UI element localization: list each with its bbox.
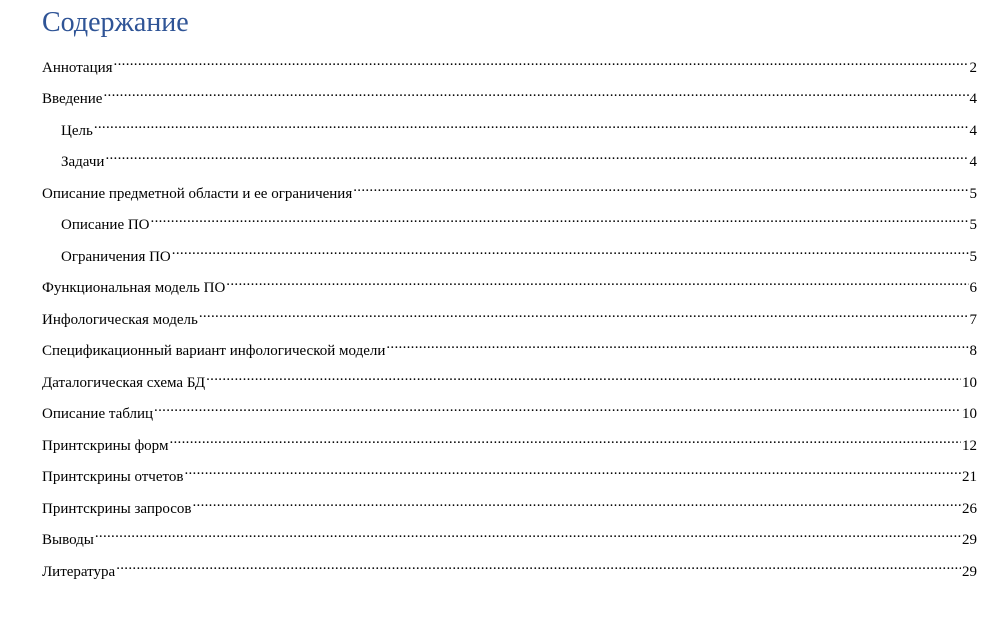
dot-leader [116, 554, 961, 576]
dot-leader [169, 428, 961, 450]
toc-entry-page: 21 [962, 469, 977, 485]
dot-leader [94, 113, 969, 135]
toc-entry[interactable] [42, 198, 977, 233]
dot-leader [386, 333, 968, 355]
dot-leader [105, 144, 968, 166]
toc-entry-label: Описание предметной области и ее ограничения [42, 185, 353, 202]
toc-entry-page: 5 [969, 217, 977, 233]
toc-entry-page: 7 [969, 311, 977, 328]
toc-entry[interactable] [42, 544, 977, 580]
dot-leader [199, 302, 969, 324]
toc-entry-page: 5 [969, 185, 977, 202]
toc-entry-label: Принтскрины отчетов [42, 469, 184, 485]
dot-leader [151, 207, 969, 229]
toc-entry[interactable] [42, 324, 977, 359]
toc-entry-page: 6 [969, 280, 977, 296]
toc-entry-label: Выводы [42, 532, 94, 548]
toc-entry-page: 29 [962, 563, 977, 580]
toc-entry-label: Функциональная модель ПО [42, 280, 226, 296]
toc-entry-label: Даталогическая схема БД [42, 374, 206, 391]
toc-entry[interactable] [42, 166, 977, 202]
toc-entry-label: Описание таблиц [42, 406, 154, 422]
toc-entry-page: 10 [962, 406, 977, 422]
toc-entry[interactable] [42, 513, 977, 548]
toc-entry-label: Литература [42, 563, 116, 580]
dot-leader [353, 176, 968, 198]
toc-entry-label: Описание ПО [61, 217, 150, 233]
toc-entry-label: Задачи [61, 154, 105, 170]
toc-entry-page: 10 [962, 374, 977, 391]
toc-entry[interactable] [42, 103, 977, 139]
dot-leader [206, 365, 961, 387]
toc-entry-page: 12 [962, 437, 977, 454]
toc-entry[interactable] [42, 40, 977, 76]
toc-entry-label: Цель [61, 122, 93, 139]
toc-entry[interactable] [42, 229, 977, 265]
toc-entry[interactable] [42, 135, 977, 170]
toc-entry-page: 4 [969, 154, 977, 170]
toc-entry-page: 26 [962, 500, 977, 517]
dot-leader [95, 522, 961, 544]
toc-list [42, 40, 977, 580]
toc-entry-label: Ограничения ПО [61, 248, 171, 265]
toc-entry-label: Инфологическая модель [42, 311, 198, 328]
dot-leader [192, 491, 961, 513]
toc-entry[interactable] [42, 292, 977, 328]
toc-entry[interactable] [42, 387, 977, 422]
toc-entry-page: 4 [969, 91, 977, 107]
toc-entry-label: Принтскрины форм [42, 437, 169, 454]
dot-leader [184, 459, 961, 481]
dot-leader [226, 270, 968, 292]
toc-entry-label: Спецификационный вариант инфологической модели [42, 343, 386, 359]
toc-entry[interactable] [42, 481, 977, 517]
toc-entry[interactable] [42, 418, 977, 454]
dot-leader [103, 81, 968, 103]
toc-entry-page: 2 [969, 59, 977, 76]
toc-title: Содержание [42, 7, 189, 38]
toc-entry-page: 4 [969, 122, 977, 139]
toc-entry-page: 29 [962, 532, 977, 548]
toc-entry[interactable] [42, 450, 977, 485]
table-of-contents [42, 0, 977, 580]
dot-leader [114, 50, 969, 72]
toc-entry-label: Введение [42, 91, 103, 107]
toc-entry-page: 5 [969, 248, 977, 265]
toc-entry[interactable] [42, 355, 977, 391]
toc-entry-label: Аннотация [42, 59, 113, 76]
toc-entry-label: Принтскрины запросов [42, 500, 192, 517]
dot-leader [154, 396, 961, 418]
toc-entry[interactable] [42, 72, 977, 107]
dot-leader [172, 239, 969, 261]
toc-entry-page: 8 [969, 343, 977, 359]
toc-entry[interactable] [42, 261, 977, 296]
